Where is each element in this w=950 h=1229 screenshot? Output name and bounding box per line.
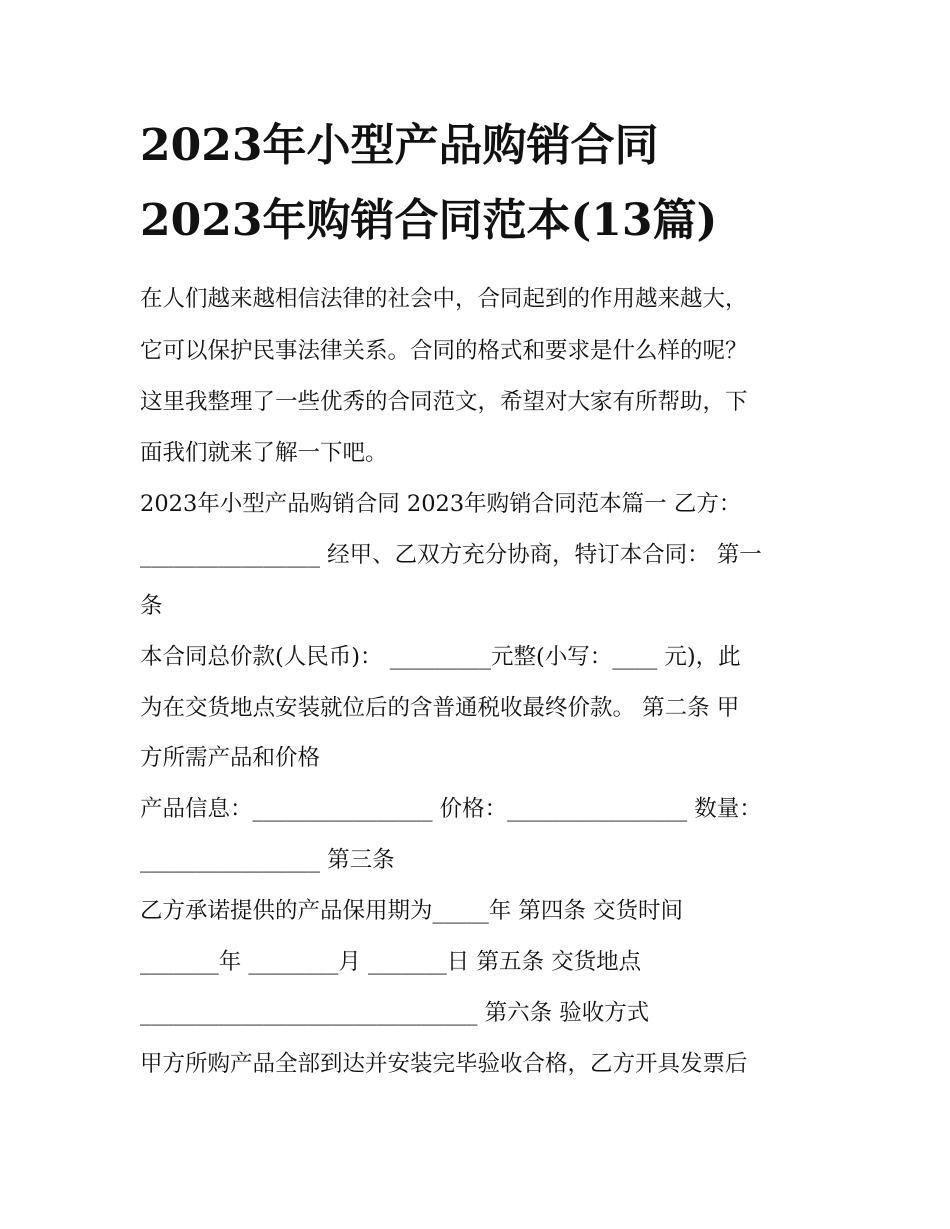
document-title-line-2: 2023年购销合同范本(13篇) [140,195,718,246]
body-text-line: 条 [140,593,163,619]
document-title-line-1: 2023年小型产品购销合同 [140,120,659,171]
body-text-line: 甲方所购产品全部到达并安装完毕验收合格，乙方开具发票后 [140,1051,748,1077]
body-text-line: ______________________________ 第六条 验收方式 [140,1000,650,1026]
body-text-line: 它可以保护民事法律关系。合同的格式和要求是什么样的呢？ [140,338,748,364]
body-text-line: 面我们就来了解一下吧。 [140,440,388,466]
body-text-line: 在人们越来越相信法律的社会中，合同起到的作用越来越大， [140,286,748,312]
body-text-line: ________________ 经甲、乙双方充分协商，特订本合同： 第一 [140,542,762,568]
body-text-line: 乙方承诺提供的产品保用期为_____年 第四条 交货时间 [140,898,684,924]
body-text-line: 产品信息：________________ 价格：________________ 数量： [140,796,762,822]
body-text-line: 方所需产品和价格 [140,745,321,771]
body-text-line: 为在交货地点安装就位后的含普通税收最终价款。 第二条 甲 [140,695,740,721]
body-text-line: ________________ 第三条 [140,847,395,873]
body-text-line: 本合同总价款(人民币)： _________元整(小写：____ 元)，此 [140,644,741,670]
body-text-line: 2023年小型产品购销合同 2023年购销合同范本篇一 乙方： [140,491,742,517]
body-text-line: _______年 ________月 _______日 第五条 交货地点 [140,949,642,975]
body-text-line: 这里我整理了一些优秀的合同范文，希望对大家有所帮助，下 [140,389,748,415]
